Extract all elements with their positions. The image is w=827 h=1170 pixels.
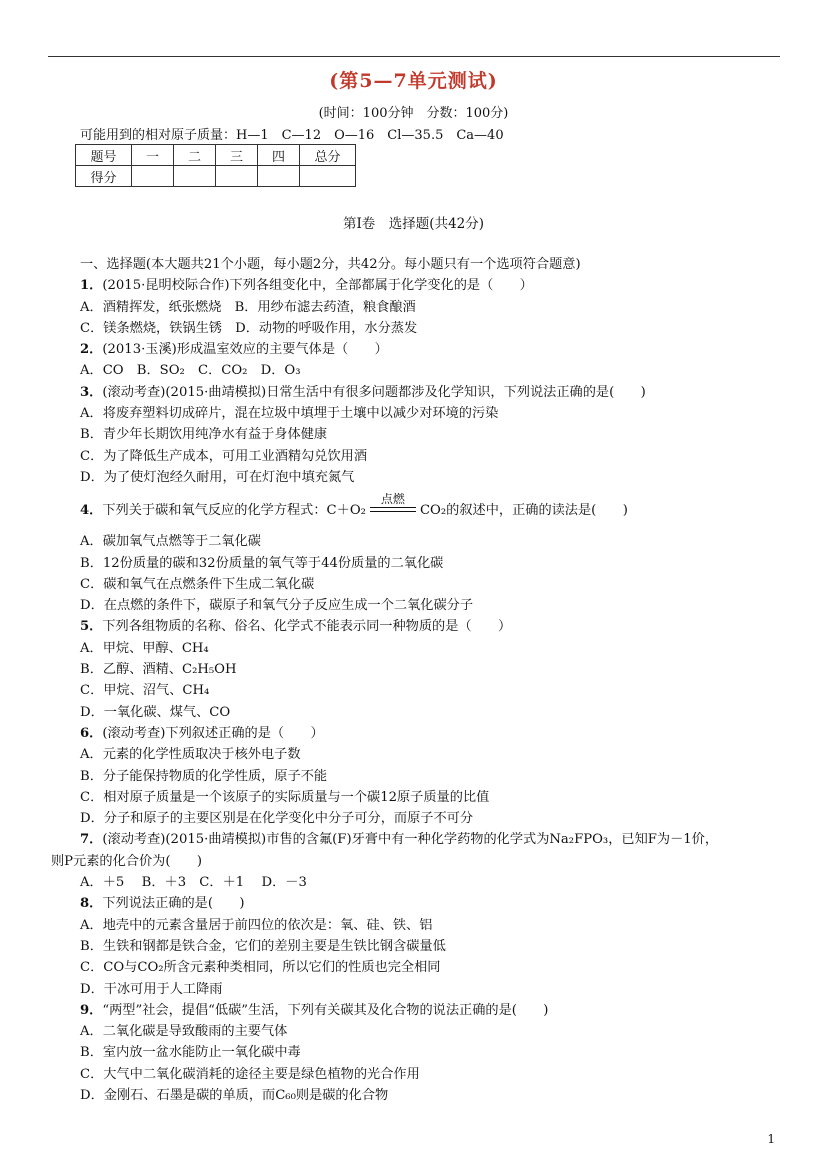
question-3-option-d: D．为了使灯泡经久耐用，可在灯泡中填充氮气	[80, 469, 355, 485]
question-5-option-a: A．甲烷、甲醇、CH₄	[80, 640, 209, 656]
question-5-option-d: D．一氧化碳、煤气、CO	[80, 704, 231, 720]
question-6-option-b: B．分子能保持物质的化学性质，原子不能	[80, 768, 328, 784]
table-cell	[258, 166, 300, 187]
question-text: (2015·昆明校际合作)下列各组变化中，全部都属于化学变化的是（ ）	[102, 278, 533, 294]
question-8-option-a: A．地壳中的元素含量居于前四位的依次是：氧、硅、铁、铝	[80, 917, 433, 933]
question-text: (滚动考查)(2015·曲靖模拟)市售的含氟(F)牙膏中有一种化学药物的化学式为Na₂FPO₃，已知F为－1价，	[102, 832, 719, 848]
question-text: (2013·玉溪)形成温室效应的主要气体是（ ）	[102, 342, 388, 358]
question-5-option-b: B．乙醇、酒精、C₂H₅OH	[80, 662, 237, 678]
table-cell: 四	[258, 145, 300, 166]
question-number: 4．	[80, 503, 103, 519]
question-3-option-c: C．为了降低生产成本，可用工业酒精勾兑饮用酒	[80, 448, 368, 464]
question-text: (滚动考查)下列叙述正确的是（ ）	[102, 725, 324, 741]
question-6-stem	[80, 723, 780, 744]
question-9-option-a: A．二氧化碳是导致酸雨的主要气体	[80, 1024, 288, 1040]
table-cell: 一	[132, 145, 174, 166]
atomic-masses: 可能用到的相对原子质量：H—1 C—12 O—16 Cl—35.5 Ca—40	[80, 128, 504, 143]
question-1-options-ab: A．酒精挥发，纸张燃烧 B．用纱布滤去药渣，粮食酿酒	[80, 299, 416, 315]
question-number: 5．	[80, 619, 103, 635]
page-title: (第5—7单元测试)	[329, 70, 498, 92]
question-6-option-c: C．相对原子质量是一个该原子的实际质量与一个碳12原子质量的比值	[80, 789, 490, 805]
table-cell	[132, 166, 174, 187]
table-cell: 二	[174, 145, 216, 166]
question-8-option-d: D．干冰可用于人工降雨	[80, 981, 223, 997]
question-number: 2．	[80, 342, 103, 358]
table-cell: 得分	[76, 166, 132, 187]
question-5-stem	[80, 616, 780, 637]
section-title: 第Ⅰ卷 选择题(共42分)	[342, 216, 485, 232]
question-8-option-c: C．CO与CO₂所含元素种类相同，所以它们的性质也完全相同	[80, 960, 441, 976]
table-cell: 总分	[300, 145, 356, 166]
question-9-option-d: D．金刚石、石墨是碳的单质，而C₆₀则是碳的化合物	[80, 1087, 389, 1103]
question-number: 8．	[80, 896, 103, 912]
question-4-stem-text	[80, 491, 628, 521]
question-4-option-c: C．碳和氧气在点燃条件下生成二氧化碳	[80, 576, 315, 592]
question-6-option-d: D．分子和原子的主要区别是在化学变化中分子可分，而原子不可分	[80, 811, 474, 827]
question-2-options: A．CO B．SO₂ C．CO₂ D．O₃	[80, 363, 301, 379]
question-7-stem-continued: 则P元素的化合价为( )	[51, 853, 203, 869]
score-table-header-row	[76, 145, 356, 166]
question-1-stem	[80, 275, 780, 296]
table-cell	[174, 166, 216, 187]
table-cell: 三	[216, 145, 258, 166]
question-4-stem	[80, 488, 780, 531]
score-table	[75, 144, 356, 187]
question-1-options-cd: C．镁条燃烧，铁锅生锈 D．动物的呼吸作用，水分蒸发	[80, 320, 418, 336]
time-info: (时间：100分钟 分数：100分)	[318, 106, 509, 121]
question-text: CO₂的叙述中，正确的读法是( )	[419, 503, 628, 519]
question-7-stem	[80, 829, 780, 850]
question-2-stem	[80, 339, 780, 360]
question-6-option-a: A．元素的化学性质取决于核外电子数	[80, 747, 301, 763]
question-5-option-c: C．甲烷、沼气、CH₄	[80, 683, 210, 699]
question-number: 1．	[80, 278, 103, 294]
question-number: 9．	[80, 1002, 103, 1018]
reaction-condition: 点燃	[380, 491, 405, 506]
table-cell: 题号	[76, 145, 132, 166]
score-table-score-row	[76, 166, 356, 187]
question-list	[51, 254, 780, 1106]
question-3-option-a: A．将废弃塑料切成碎片，混在垃圾中填埋于土壤中以减少对环境的污染	[80, 406, 499, 422]
question-3-stem	[80, 382, 780, 403]
question-number: 3．	[80, 384, 103, 400]
question-9-option-b: B．室内放一盆水能防止一氧化碳中毒	[80, 1045, 301, 1061]
question-text: 下列关于碳和氧气反应的化学方程式：C＋O₂	[102, 503, 366, 519]
question-9-stem	[80, 1000, 780, 1021]
question-8-option-b: B．生铁和钢都是铁合金，它们的差别主要是生铁比钢含碳量低	[80, 938, 446, 954]
reaction-arrow	[370, 491, 416, 517]
header-rule	[48, 56, 780, 57]
table-cell	[300, 166, 356, 187]
question-4-option-b: B．12份质量的碳和32份质量的氧气等于44份质量的二氧化碳	[80, 555, 444, 571]
equals-bar	[370, 511, 416, 512]
table-cell	[216, 166, 258, 187]
question-4-option-a: A．碳加氧气点燃等于二氧化碳	[80, 534, 261, 550]
question-9-option-c: C．大气中二氧化碳消耗的途径主要是绿色植物的光合作用	[80, 1066, 420, 1082]
equals-bar	[370, 507, 416, 508]
question-4-option-d: D．在点燃的条件下，碳原子和氧气分子反应生成一个二氧化碳分子	[80, 598, 474, 614]
question-3-option-b: B．青少年长期饮用纯净水有益于身体健康	[80, 427, 328, 443]
instructions: 一、选择题(本大题共21个小题，每小题2分，共42分。每小题只有一个选项符合题意)	[80, 257, 581, 272]
question-8-stem	[80, 893, 780, 914]
page-number: 1	[767, 1132, 775, 1146]
question-text: 下列各组物质的名称、俗名、化学式不能表示同一种物质的是（ ）	[102, 619, 512, 635]
question-number: 6．	[80, 725, 103, 741]
question-text: 下列说法正确的是( )	[102, 896, 245, 912]
question-text: “两型”社会，提倡“低碳”生活，下列有关碳其及化合物的说法正确的是( )	[102, 1002, 549, 1018]
question-7-options: A．＋5 B．＋3 C．＋1 D．－3	[80, 875, 307, 891]
question-number: 7．	[80, 832, 103, 848]
question-text: (滚动考查)(2015·曲靖模拟)日常生活中有很多问题都涉及化学知识，下列说法正确的是( )	[102, 384, 646, 400]
